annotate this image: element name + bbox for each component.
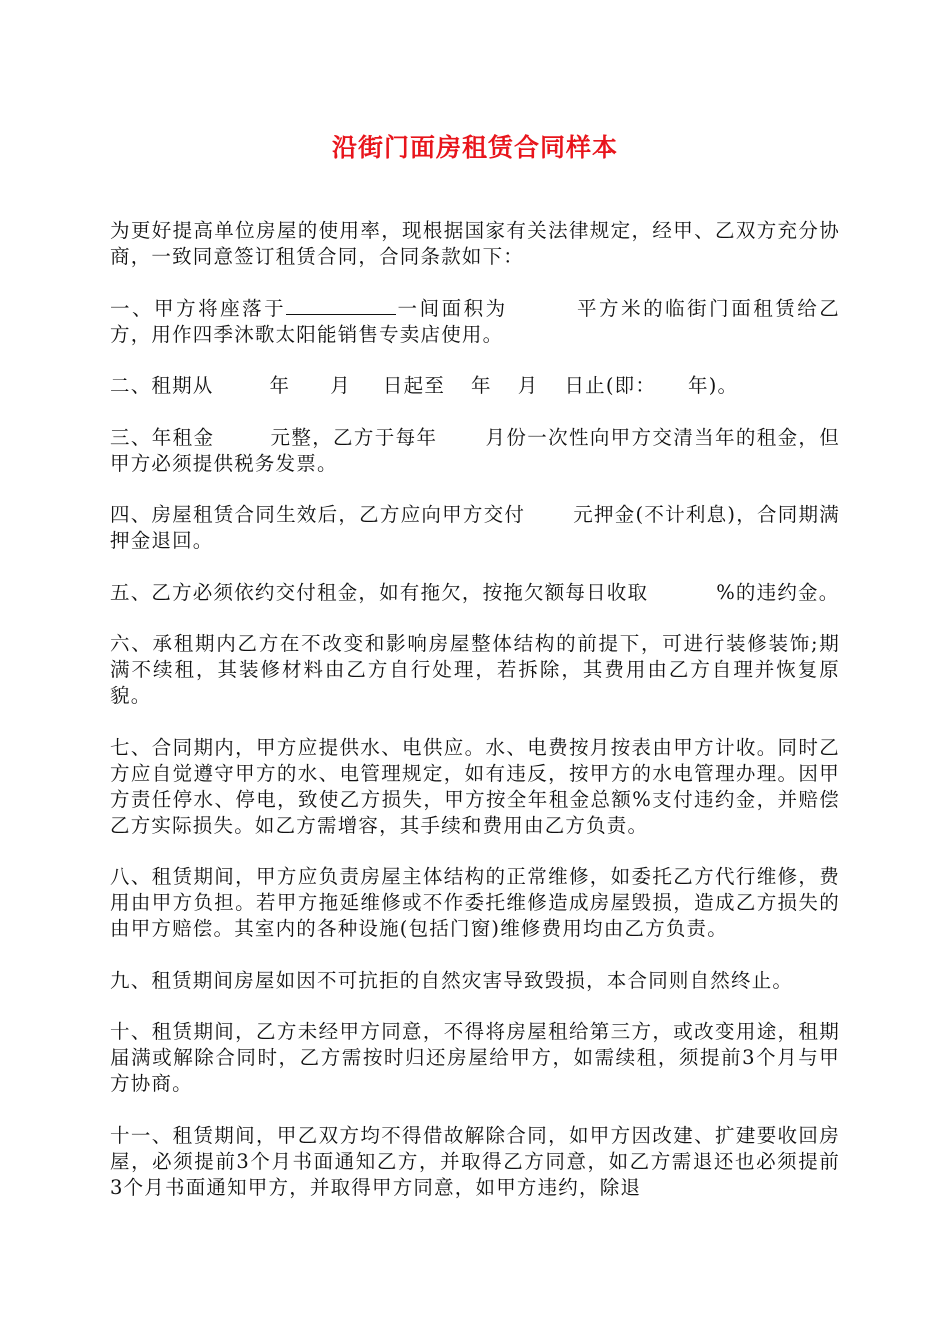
clause-2-text-f: 月 bbox=[517, 374, 539, 397]
clause-3-text-b: 元整，乙方于每年 bbox=[270, 425, 438, 449]
clause-3 bbox=[110, 425, 840, 477]
clause-1-text-c: 平方米的临街门面租赁给乙方，用作四季沐歌太阳能销售专卖店使用。 bbox=[110, 296, 840, 346]
clause-2-text-d: 日起至 bbox=[382, 374, 446, 397]
clause-2 bbox=[110, 373, 840, 399]
clause-1 bbox=[110, 296, 840, 348]
clause-5-text-b: %的违约金。 bbox=[716, 580, 840, 604]
clause-5-text-a: 五、乙方必须依约交付租金，如有拖欠，按拖欠额每日收取 bbox=[110, 580, 649, 604]
clause-2-text-e: 年 bbox=[471, 374, 492, 397]
intro-paragraph: 为更好提高单位房屋的使用率，现根据国家有关法律规定，经甲、乙双方充分协商，一致同意签订租赁合同，合同条款如下： bbox=[110, 219, 840, 268]
clause-1-text-b: 一间面积为 bbox=[396, 296, 508, 320]
clause-2-text-c: 月 bbox=[330, 374, 351, 397]
clause-6: 六、承租期内乙方在不改变和影响房屋整体结构的前提下，可进行装修装饰;期满不续租，其装修材料由乙方自行处理，若拆除，其费用由乙方自理并恢复原貌。 bbox=[110, 632, 840, 707]
document-body bbox=[110, 218, 840, 1226]
clause-9: 九、租赁期间房屋如因不可抗拒的自然灾害导致毁损，本合同则自然终止。 bbox=[110, 968, 794, 992]
clause-4-text-b: 元押金(不计利息)，合同期满押金退回。 bbox=[110, 503, 840, 552]
clause-2-text-a: 二、租期从 bbox=[110, 374, 214, 397]
clause-3-text-c: 月份一次性向甲方交清当年的租金，但甲方必须提供税务发票。 bbox=[110, 425, 840, 475]
clause-1-text-a: 一、甲方将座落于 bbox=[110, 296, 287, 320]
clause-8: 八、租赁期间，甲方应负责房屋主体结构的正常维修，如委托乙方代行维修，费用由甲方负担。若甲方拖延维修或不作委托维修造成房屋毁损，造成乙方损失的由甲方赔偿。其室内的各种设施(包括门窗)维修费用均由乙方负责。 bbox=[110, 865, 840, 940]
clause-3-text-a: 三、年租金 bbox=[110, 425, 215, 449]
clause-2-text-b: 年 bbox=[269, 374, 291, 397]
clause-11: 十一、租赁期间，甲乙双方均不得借故解除合同，如甲方因改建、扩建要收回房屋，必须提前3个月书面通知乙方，并取得乙方同意，如乙方需退还也必须提前3个月书面通知甲方，并取得甲方同意，如甲方违约，除退 bbox=[110, 1123, 840, 1199]
clause-5 bbox=[110, 580, 840, 606]
clause-2-text-h: 年)。 bbox=[688, 374, 739, 397]
clause-7: 七、合同期内，甲方应提供水、电供应。水、电费按月按表由甲方计收。同时乙方应自觉遵守甲方的水、电管理规定，如有违反，按甲方的水电管理办理。因甲方责任停水、停电，致使乙方损失，甲方按全年租金总额%支付违约金，并赔偿乙方实际损失。如乙方需增容，其手续和费用由乙方负责。 bbox=[110, 735, 840, 837]
clause-4 bbox=[110, 502, 840, 554]
clause-4-text-a: 四、房屋租赁合同生效后，乙方应向甲方交付 bbox=[110, 503, 526, 526]
document-title: 沿街门面房租赁合同样本 bbox=[331, 133, 618, 162]
clause-2-text-g: 日止(即： bbox=[564, 374, 657, 397]
clause-10: 十、租赁期间，乙方未经甲方同意，不得将房屋租给第三方，或改变用途，租期届满或解除合同时，乙方需按时归还房屋给甲方，如需续租，须提前3个月与甲方协商。 bbox=[110, 1020, 840, 1095]
address-blank bbox=[286, 296, 396, 315]
